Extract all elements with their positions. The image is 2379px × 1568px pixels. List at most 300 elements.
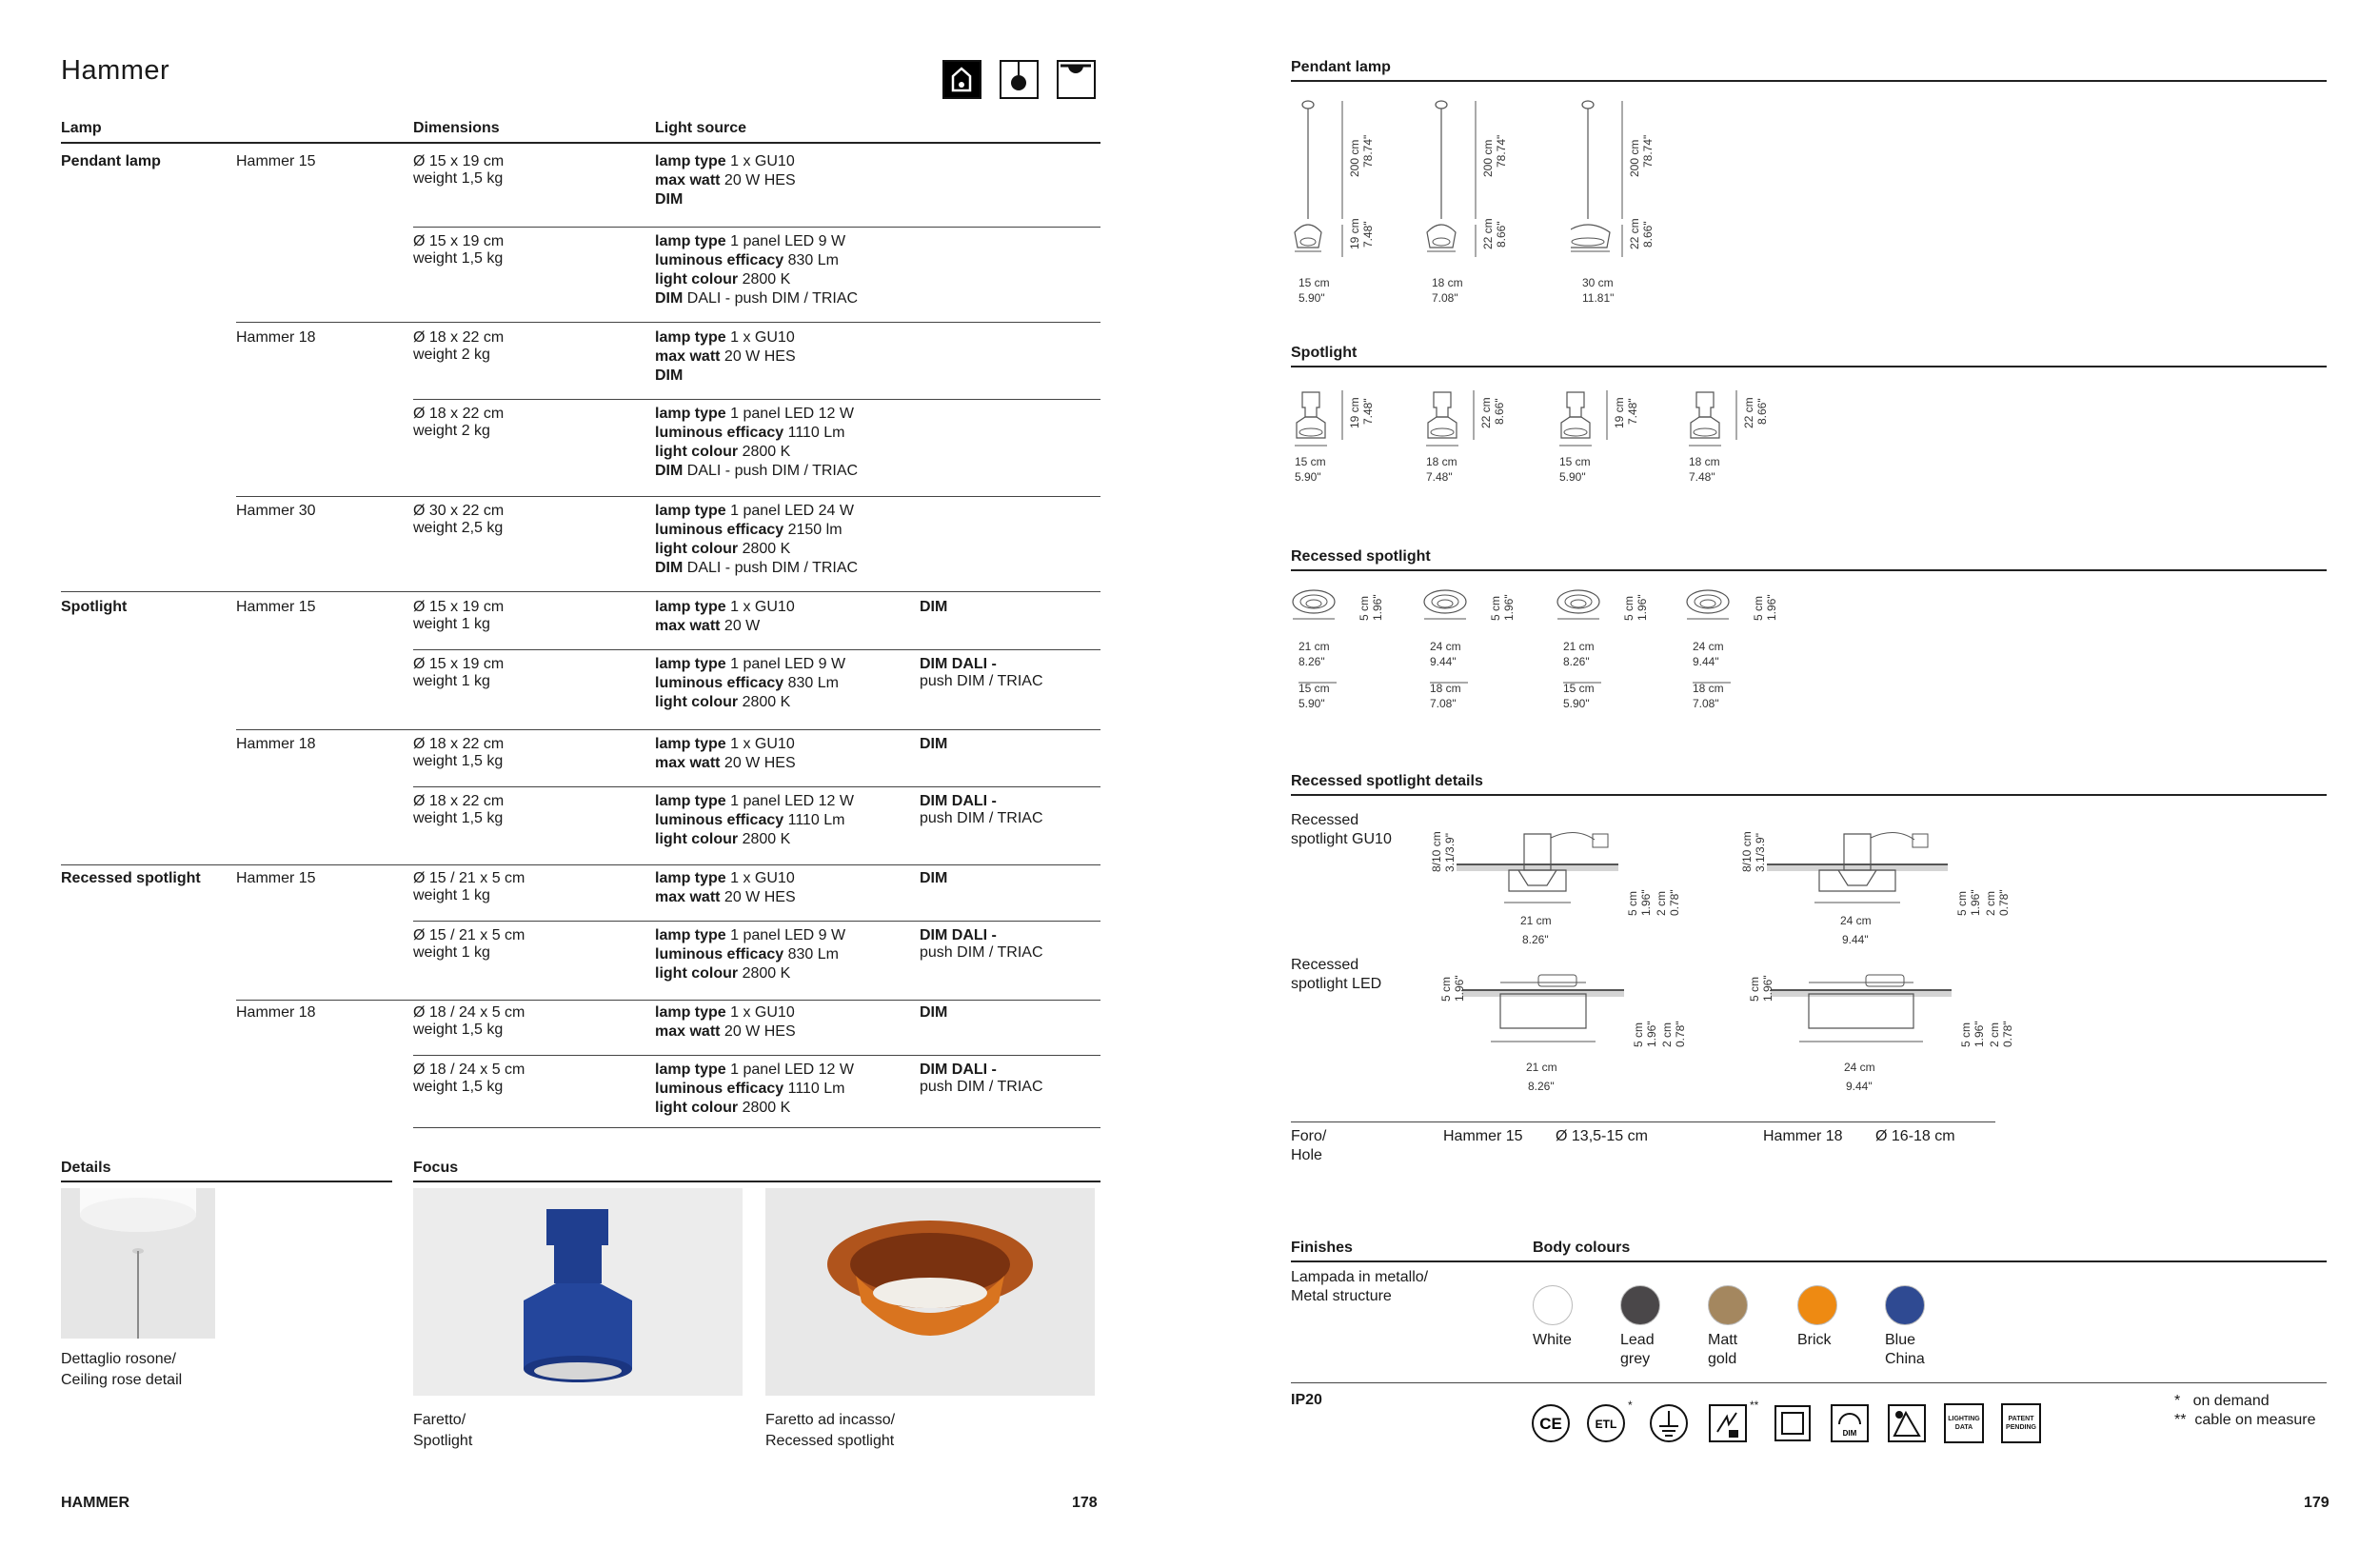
pendant-width-cm: 18 cm xyxy=(1432,276,1463,289)
spec-light-line xyxy=(655,1061,854,1080)
focus-rule xyxy=(413,1181,1100,1182)
colour-name: Brick xyxy=(1797,1332,1832,1348)
recessed-hole-in: 5.90" xyxy=(1563,697,1590,710)
spec-light-value: 1 panel LED 12 W xyxy=(730,406,854,422)
spotlight-rule xyxy=(1291,366,2327,367)
spec-light-line xyxy=(655,617,760,636)
dim-icon xyxy=(1830,1403,1870,1443)
spec-light-line xyxy=(655,424,845,443)
recessed-dim-line xyxy=(1299,672,1337,676)
spec-light-value: 2800 K xyxy=(742,965,791,982)
details-header: Details xyxy=(61,1160,111,1176)
spec-light-key: max watt xyxy=(655,618,721,634)
recessed-gu10-section-drawing xyxy=(1767,826,1948,908)
patent-pending-text: PATENT PENDING xyxy=(2006,1416,2036,1431)
detail-led-h2-cm: 2 cm xyxy=(1660,1022,1674,1047)
pendant-icon xyxy=(1000,60,1039,99)
spec-light-line xyxy=(655,735,795,754)
spotlight-dim-line xyxy=(1340,388,1344,442)
spec-light-key: luminous efficacy xyxy=(655,425,784,441)
note-cable: ** cable on measure xyxy=(2174,1412,2316,1428)
detail-depth-in: 3.1/3.9" xyxy=(1443,833,1457,872)
spec-light-key: light colour xyxy=(655,541,739,557)
spec-light-value: 1 x GU10 xyxy=(730,1004,795,1021)
recessed-hole-cm: 18 cm xyxy=(1693,682,1724,695)
recessed-outer-cm: 21 cm xyxy=(1299,640,1330,653)
spec-dimension: Ø 15 / 21 x 5 cm xyxy=(413,870,525,886)
pendant-cable-in: 78.74" xyxy=(1641,134,1655,168)
pendant-cable-cm: 200 cm xyxy=(1481,139,1495,177)
colour-name-2: gold xyxy=(1708,1351,1737,1367)
recessed-spotlight-drawing xyxy=(1556,586,1601,625)
spec-row-rule xyxy=(413,399,1100,400)
recessed-height-cm: 5 cm xyxy=(1752,595,1765,621)
spec-row-rule xyxy=(413,1055,1100,1056)
spec-dim-col xyxy=(920,869,947,888)
detail-led-h2-in: 0.78" xyxy=(2001,1021,2014,1047)
spec-weight: weight 1,5 kg xyxy=(413,753,504,769)
spotlight-width-cm: 18 cm xyxy=(1689,455,1720,468)
spec-light-value: 1 x GU10 xyxy=(730,870,795,886)
recessed-hole-in: 5.90" xyxy=(1299,697,1325,710)
spec-light-value: 1 panel LED 9 W xyxy=(730,927,846,943)
spec-light-line xyxy=(655,674,839,693)
spotlight-width-in: 5.90" xyxy=(1295,470,1321,484)
details-caption-1: Dettaglio rosone/ xyxy=(61,1351,176,1367)
recessed-details-header: Recessed spotlight details xyxy=(1291,773,1483,789)
spec-dim-value: push DIM / TRIAC xyxy=(920,810,1043,826)
pendant-dim-line xyxy=(1620,99,1624,261)
spec-light-line xyxy=(655,964,790,983)
detail-width-cm: 24 cm xyxy=(1840,914,1872,927)
spec-light-line xyxy=(655,521,843,540)
focus-caption-1b: Spotlight xyxy=(413,1433,473,1449)
spec-row-rule xyxy=(413,921,1100,922)
detail-h5-cm: 5 cm xyxy=(1955,890,1969,916)
spec-light-key: luminous efficacy xyxy=(655,946,784,963)
spotlight-height-cm: 22 cm xyxy=(1742,397,1755,428)
spec-light-value: DALI - push DIM / TRIAC xyxy=(686,290,859,307)
spec-light-value: 1110 Lm xyxy=(787,425,845,441)
recessed-height-in: 1.96" xyxy=(1371,594,1384,621)
spec-light-value: 2800 K xyxy=(742,1100,791,1116)
details-rule xyxy=(61,1181,392,1182)
spec-light-line xyxy=(655,655,845,674)
spec-light-line xyxy=(655,869,795,888)
focus-caption-2a: Faretto ad incasso/ xyxy=(765,1412,896,1428)
spotlight-height-in: 7.48" xyxy=(1626,398,1639,425)
spec-light-line xyxy=(655,540,790,559)
spec-dim-col xyxy=(920,1061,997,1080)
spec-model-label: Hammer 30 xyxy=(236,503,316,519)
spec-light-key: luminous efficacy xyxy=(655,812,784,828)
spec-dim-key: DIM xyxy=(920,870,948,886)
pendant-height-cm: 22 cm xyxy=(1628,218,1641,249)
spotlight-dim-line xyxy=(1472,388,1476,442)
spec-light-value: 2800 K xyxy=(742,444,791,460)
recessed-spotlight-photo xyxy=(765,1188,1095,1396)
spec-light-value: 1110 Lm xyxy=(787,1081,845,1097)
colour-name: Blue xyxy=(1885,1332,1916,1348)
pendant-height-cm: 22 cm xyxy=(1481,218,1495,249)
detail-depth-in: 3.1/3.9" xyxy=(1754,833,1767,872)
spotlight-height-cm: 19 cm xyxy=(1348,397,1361,428)
colour-swatch xyxy=(1885,1285,1925,1325)
spec-weight: weight 1,5 kg xyxy=(413,1022,504,1038)
spotlight-width-cm: 18 cm xyxy=(1426,455,1457,468)
spec-light-value: 2150 lm xyxy=(787,522,843,538)
detail-h2-cm: 2 cm xyxy=(1984,890,1997,916)
spec-light-line xyxy=(655,152,795,171)
spec-row-rule xyxy=(236,496,1100,497)
spec-light-key: lamp type xyxy=(655,1004,726,1021)
spec-light-line xyxy=(655,270,790,289)
detail-h5-in: 1.96" xyxy=(1639,889,1653,916)
spec-dimension: Ø 15 x 19 cm xyxy=(413,656,505,672)
recessed-hole-cm: 15 cm xyxy=(1563,682,1595,695)
recessed-height-cm: 5 cm xyxy=(1622,595,1636,621)
spec-light-key: luminous efficacy xyxy=(655,675,784,691)
detail-led-depth-cm: 5 cm xyxy=(1748,976,1761,1002)
spec-row-rule xyxy=(413,1127,1100,1128)
recessed-header: Recessed spotlight xyxy=(1291,548,1431,565)
pendant-width-in: 5.90" xyxy=(1299,291,1325,305)
spec-light-line xyxy=(655,190,683,209)
spotlight-height-in: 8.66" xyxy=(1755,398,1769,425)
spec-light-value: 830 Lm xyxy=(787,252,839,268)
spotlight-drawing xyxy=(1291,388,1333,449)
spec-light-line xyxy=(655,367,683,386)
focus-caption-1a: Faretto/ xyxy=(413,1412,466,1428)
spec-light-line xyxy=(655,232,845,251)
recessed-spotlight-drawing xyxy=(1422,586,1468,625)
spec-light-line xyxy=(655,1003,795,1022)
detail-h2-in: 0.78" xyxy=(1668,889,1681,916)
detail-width-in: 9.44" xyxy=(1842,933,1869,946)
detail-width-cm: 21 cm xyxy=(1520,914,1552,927)
spec-light-line xyxy=(655,888,796,907)
detail-led-h5-cm: 5 cm xyxy=(1632,1022,1645,1047)
finishes-header: Finishes xyxy=(1291,1240,1353,1256)
spec-dim-col xyxy=(920,598,947,617)
recessed-dim-line xyxy=(1430,672,1468,676)
spec-row-rule xyxy=(236,729,1100,730)
spec-weight: weight 1 kg xyxy=(413,673,490,689)
spotlight-height-in: 7.48" xyxy=(1361,398,1375,425)
spec-dim-value: push DIM / TRIAC xyxy=(920,1079,1043,1095)
spec-dim-key: DIM DALI - xyxy=(920,927,997,943)
pendant-width-cm: 30 cm xyxy=(1582,276,1614,289)
spotlight-width-cm: 15 cm xyxy=(1295,455,1326,468)
spec-weight: weight 1 kg xyxy=(413,616,490,632)
colour-swatch xyxy=(1620,1285,1660,1325)
pendant-dim-line xyxy=(1474,99,1477,261)
spec-light-line xyxy=(655,830,790,849)
colour-swatch xyxy=(1708,1285,1748,1325)
spec-dimension: Ø 30 x 22 cm xyxy=(413,503,505,519)
recessed-hole-cm: 18 cm xyxy=(1430,682,1461,695)
class2-icon xyxy=(1773,1403,1813,1443)
spec-light-value: 20 W xyxy=(724,618,761,634)
cable-asterisks: ** xyxy=(1750,1399,1759,1412)
finishes-rule xyxy=(1291,1260,2327,1262)
focus-header: Focus xyxy=(413,1160,459,1176)
recessed-height-in: 1.96" xyxy=(1502,594,1516,621)
recessed-hole-in: 7.08" xyxy=(1693,697,1719,710)
spec-light-line xyxy=(655,347,796,367)
detail-h2-in: 0.78" xyxy=(1997,889,2011,916)
pendant-cable-in: 78.74" xyxy=(1495,134,1508,168)
spec-light-value: 20 W HES xyxy=(724,1023,796,1040)
spec-dim-value: push DIM / TRIAC xyxy=(920,673,1043,689)
spec-light-line xyxy=(655,811,845,830)
spec-light-value: 1110 Lm xyxy=(787,812,845,828)
spec-light-key: luminous efficacy xyxy=(655,1081,784,1097)
pendant-lamp-drawing xyxy=(1291,99,1348,261)
spec-model-label: Hammer 15 xyxy=(236,599,316,615)
recessed-outer-cm: 24 cm xyxy=(1430,640,1461,653)
pendant-lamp-drawing xyxy=(1424,99,1481,261)
spec-dim-key: DIM DALI - xyxy=(920,1062,997,1078)
spec-dim-col xyxy=(920,655,997,674)
recessed-outer-cm: 21 cm xyxy=(1563,640,1595,653)
col-lamp-header: Lamp xyxy=(61,120,102,136)
spec-light-value: 2800 K xyxy=(742,831,791,847)
spec-light-key: lamp type xyxy=(655,1062,726,1078)
colour-name-2: China xyxy=(1885,1351,1925,1367)
spec-light-key: DIM xyxy=(655,191,684,208)
etl-asterisk: * xyxy=(1628,1399,1633,1412)
spec-dimension: Ø 18 x 22 cm xyxy=(413,793,505,809)
spec-dim-value: push DIM / TRIAC xyxy=(920,944,1043,961)
spec-weight: weight 1,5 kg xyxy=(413,170,504,187)
spec-dimension: Ø 15 / 21 x 5 cm xyxy=(413,927,525,943)
spec-light-line xyxy=(655,171,796,190)
header-rule xyxy=(61,142,1100,144)
spec-light-line xyxy=(655,754,796,773)
spec-light-line xyxy=(655,328,795,347)
hole-h18-value: Ø 16-18 cm xyxy=(1875,1128,1955,1144)
dimmable-class-icon xyxy=(1708,1403,1748,1443)
recessed-details-rule xyxy=(1291,794,2327,796)
pendant-cable-cm: 200 cm xyxy=(1348,139,1361,177)
spec-dimension: Ø 18 x 22 cm xyxy=(413,329,505,346)
spec-dim-key: DIM xyxy=(920,736,948,752)
spec-dim-col xyxy=(920,926,997,945)
page-number-right: 179 xyxy=(2304,1495,2329,1511)
spec-dimension: Ø 18 x 22 cm xyxy=(413,736,505,752)
spec-light-key: max watt xyxy=(655,889,721,905)
recessed-led-section-drawing xyxy=(1462,969,1624,1047)
recessed-rule xyxy=(1291,569,2327,571)
led-label-1: Recessed xyxy=(1291,957,1359,973)
spotlight-header: Spotlight xyxy=(1291,345,1358,361)
spec-light-line xyxy=(655,598,795,617)
spec-light-key: light colour xyxy=(655,965,739,982)
spec-light-value: 830 Lm xyxy=(787,675,839,691)
spec-light-value: 1 panel LED 12 W xyxy=(730,1062,854,1078)
spec-weight: weight 2 kg xyxy=(413,423,490,439)
spec-light-line xyxy=(655,693,790,712)
recessed-outer-cm: 24 cm xyxy=(1693,640,1724,653)
detail-led-h5-cm: 5 cm xyxy=(1959,1022,1973,1047)
spec-dim-key: DIM xyxy=(920,599,948,615)
led-label-2: spotlight LED xyxy=(1291,976,1382,992)
spec-model-label: Hammer 18 xyxy=(236,736,316,752)
spec-dim-col xyxy=(920,735,947,754)
details-caption-2: Ceiling rose detail xyxy=(61,1372,183,1388)
spec-light-value: 2800 K xyxy=(742,694,791,710)
spec-dimension: Ø 15 x 19 cm xyxy=(413,153,505,169)
lighting-data-text: LIGHTING DATA xyxy=(1948,1416,1980,1431)
page-title: Hammer xyxy=(61,55,170,86)
spec-light-line xyxy=(655,462,858,481)
spec-light-key: light colour xyxy=(655,831,739,847)
pendant-height-in: 8.66" xyxy=(1495,221,1508,248)
spotlight-drawing xyxy=(1556,388,1597,449)
ceiling-rose-photo xyxy=(61,1188,215,1339)
structure-label-2: Metal structure xyxy=(1291,1288,1392,1304)
spec-model-label: Hammer 15 xyxy=(236,870,316,886)
spec-light-value: 1 panel LED 9 W xyxy=(730,656,846,672)
colour-swatch xyxy=(1533,1285,1573,1325)
spec-light-line xyxy=(655,559,858,578)
recessed-outer-in: 8.26" xyxy=(1299,655,1325,668)
pendant-header: Pendant lamp xyxy=(1291,59,1391,75)
spec-row-rule xyxy=(413,227,1100,228)
spec-weight: weight 2 kg xyxy=(413,347,490,363)
hole-rule xyxy=(1291,1121,1995,1122)
spec-light-key: DIM xyxy=(655,367,684,384)
etl-text: ETL xyxy=(1595,1418,1617,1431)
spec-dimension: Ø 18 / 24 x 5 cm xyxy=(413,1062,525,1078)
spec-light-key: lamp type xyxy=(655,329,726,346)
recessed-height-cm: 5 cm xyxy=(1489,595,1502,621)
spotlight-height-cm: 22 cm xyxy=(1479,397,1493,428)
spec-light-key: lamp type xyxy=(655,503,726,519)
col-light-source-header: Light source xyxy=(655,120,747,136)
body-colours-header: Body colours xyxy=(1533,1240,1631,1256)
spec-light-key: lamp type xyxy=(655,153,726,169)
ce-icon xyxy=(1531,1403,1571,1443)
spec-light-value: 1 x GU10 xyxy=(730,329,795,346)
hole-label-1: Foro/ xyxy=(1291,1128,1327,1144)
spec-light-line xyxy=(655,945,839,964)
spec-group-label: Recessed spotlight xyxy=(61,870,201,886)
detail-led-h2-cm: 2 cm xyxy=(1988,1022,2001,1047)
spec-light-value: 20 W HES xyxy=(724,889,796,905)
spec-group-label: Spotlight xyxy=(61,599,128,615)
spec-light-value: 1 x GU10 xyxy=(730,599,795,615)
ies-icon xyxy=(1887,1403,1927,1443)
spec-model-label: Hammer 15 xyxy=(236,153,316,169)
spec-row-rule xyxy=(236,1000,1100,1001)
detail-h5-cm: 5 cm xyxy=(1626,890,1639,916)
ce-text: CE xyxy=(1539,1415,1562,1433)
detail-depth-cm: 8/10 cm xyxy=(1740,831,1754,872)
spec-light-key: luminous efficacy xyxy=(655,252,784,268)
pendant-lamp-drawing xyxy=(1571,99,1628,261)
detail-h5-in: 1.96" xyxy=(1969,889,1982,916)
spotlight-drawing xyxy=(1685,388,1727,449)
structure-label-1: Lampada in metallo/ xyxy=(1291,1269,1429,1285)
spec-light-line xyxy=(655,1022,796,1042)
pendant-width-cm: 15 cm xyxy=(1299,276,1330,289)
ground-icon xyxy=(1649,1403,1689,1443)
spec-light-key: lamp type xyxy=(655,793,726,809)
pendant-height-in: 7.48" xyxy=(1361,221,1375,248)
spec-light-value: 1 panel LED 9 W xyxy=(730,233,846,249)
spotlight-width-cm: 15 cm xyxy=(1559,455,1591,468)
spotlight-drawing xyxy=(1422,388,1464,449)
spec-light-value: 1 x GU10 xyxy=(730,736,795,752)
spec-dimension: Ø 15 x 19 cm xyxy=(413,599,505,615)
spec-light-line xyxy=(655,502,854,521)
spec-light-key: max watt xyxy=(655,1023,721,1040)
detail-led-depth-cm: 5 cm xyxy=(1439,976,1453,1002)
spec-weight: weight 2,5 kg xyxy=(413,520,504,536)
spec-light-value: 1 x GU10 xyxy=(730,153,795,169)
spec-weight: weight 1 kg xyxy=(413,887,490,903)
spec-light-key: DIM xyxy=(655,463,684,479)
recessed-outer-in: 9.44" xyxy=(1693,655,1719,668)
spotlight-width-in: 7.48" xyxy=(1426,470,1453,484)
spec-light-key: lamp type xyxy=(655,656,726,672)
hole-h18-label: Hammer 18 xyxy=(1763,1128,1843,1144)
lighting-data-icon xyxy=(1944,1403,1984,1443)
gu10-label-1: Recessed xyxy=(1291,812,1359,828)
spec-light-value: 1 panel LED 12 W xyxy=(730,793,854,809)
spec-dim-key: DIM DALI - xyxy=(920,656,997,672)
spec-light-value: 20 W HES xyxy=(724,755,796,771)
detail-led-h5-in: 1.96" xyxy=(1973,1021,1986,1047)
hole-h15-value: Ø 13,5-15 cm xyxy=(1556,1128,1648,1144)
spec-light-line xyxy=(655,926,845,945)
focus-caption-2b: Recessed spotlight xyxy=(765,1433,895,1449)
spec-light-key: lamp type xyxy=(655,736,726,752)
spec-weight: weight 1 kg xyxy=(413,944,490,961)
spec-light-line xyxy=(655,792,854,811)
spec-light-key: lamp type xyxy=(655,599,726,615)
spotlight-width-in: 5.90" xyxy=(1559,470,1586,484)
spec-row-rule xyxy=(413,786,1100,787)
spec-row-rule xyxy=(61,864,1100,865)
pendant-width-in: 7.08" xyxy=(1432,291,1458,305)
spotlight-height-in: 8.66" xyxy=(1493,398,1506,425)
spec-light-line xyxy=(655,405,854,424)
recessed-outer-in: 9.44" xyxy=(1430,655,1457,668)
note-on-demand: * on demand xyxy=(2174,1393,2270,1409)
spec-light-key: DIM xyxy=(655,560,684,576)
pendant-cable-in: 78.74" xyxy=(1361,134,1375,168)
spec-light-value: 20 W HES xyxy=(724,348,796,365)
detail-led-depth-in: 1.96" xyxy=(1453,975,1466,1002)
spec-model-label: Hammer 18 xyxy=(236,329,316,346)
recessed-home-icon xyxy=(942,60,981,99)
detail-led-width-in: 8.26" xyxy=(1528,1080,1555,1093)
pendant-height-in: 8.66" xyxy=(1641,221,1655,248)
spec-light-line xyxy=(655,1080,845,1099)
spec-light-value: DALI - push DIM / TRIAC xyxy=(686,463,859,479)
spec-light-value: 830 Lm xyxy=(787,946,839,963)
recessed-hole-in: 7.08" xyxy=(1430,697,1457,710)
spec-light-value: 20 W HES xyxy=(724,172,796,189)
detail-led-width-cm: 24 cm xyxy=(1844,1061,1875,1074)
recessed-height-cm: 5 cm xyxy=(1358,595,1371,621)
spec-light-value: 2800 K xyxy=(742,271,791,288)
spec-light-key: DIM xyxy=(655,290,684,307)
recessed-height-in: 1.96" xyxy=(1765,594,1778,621)
